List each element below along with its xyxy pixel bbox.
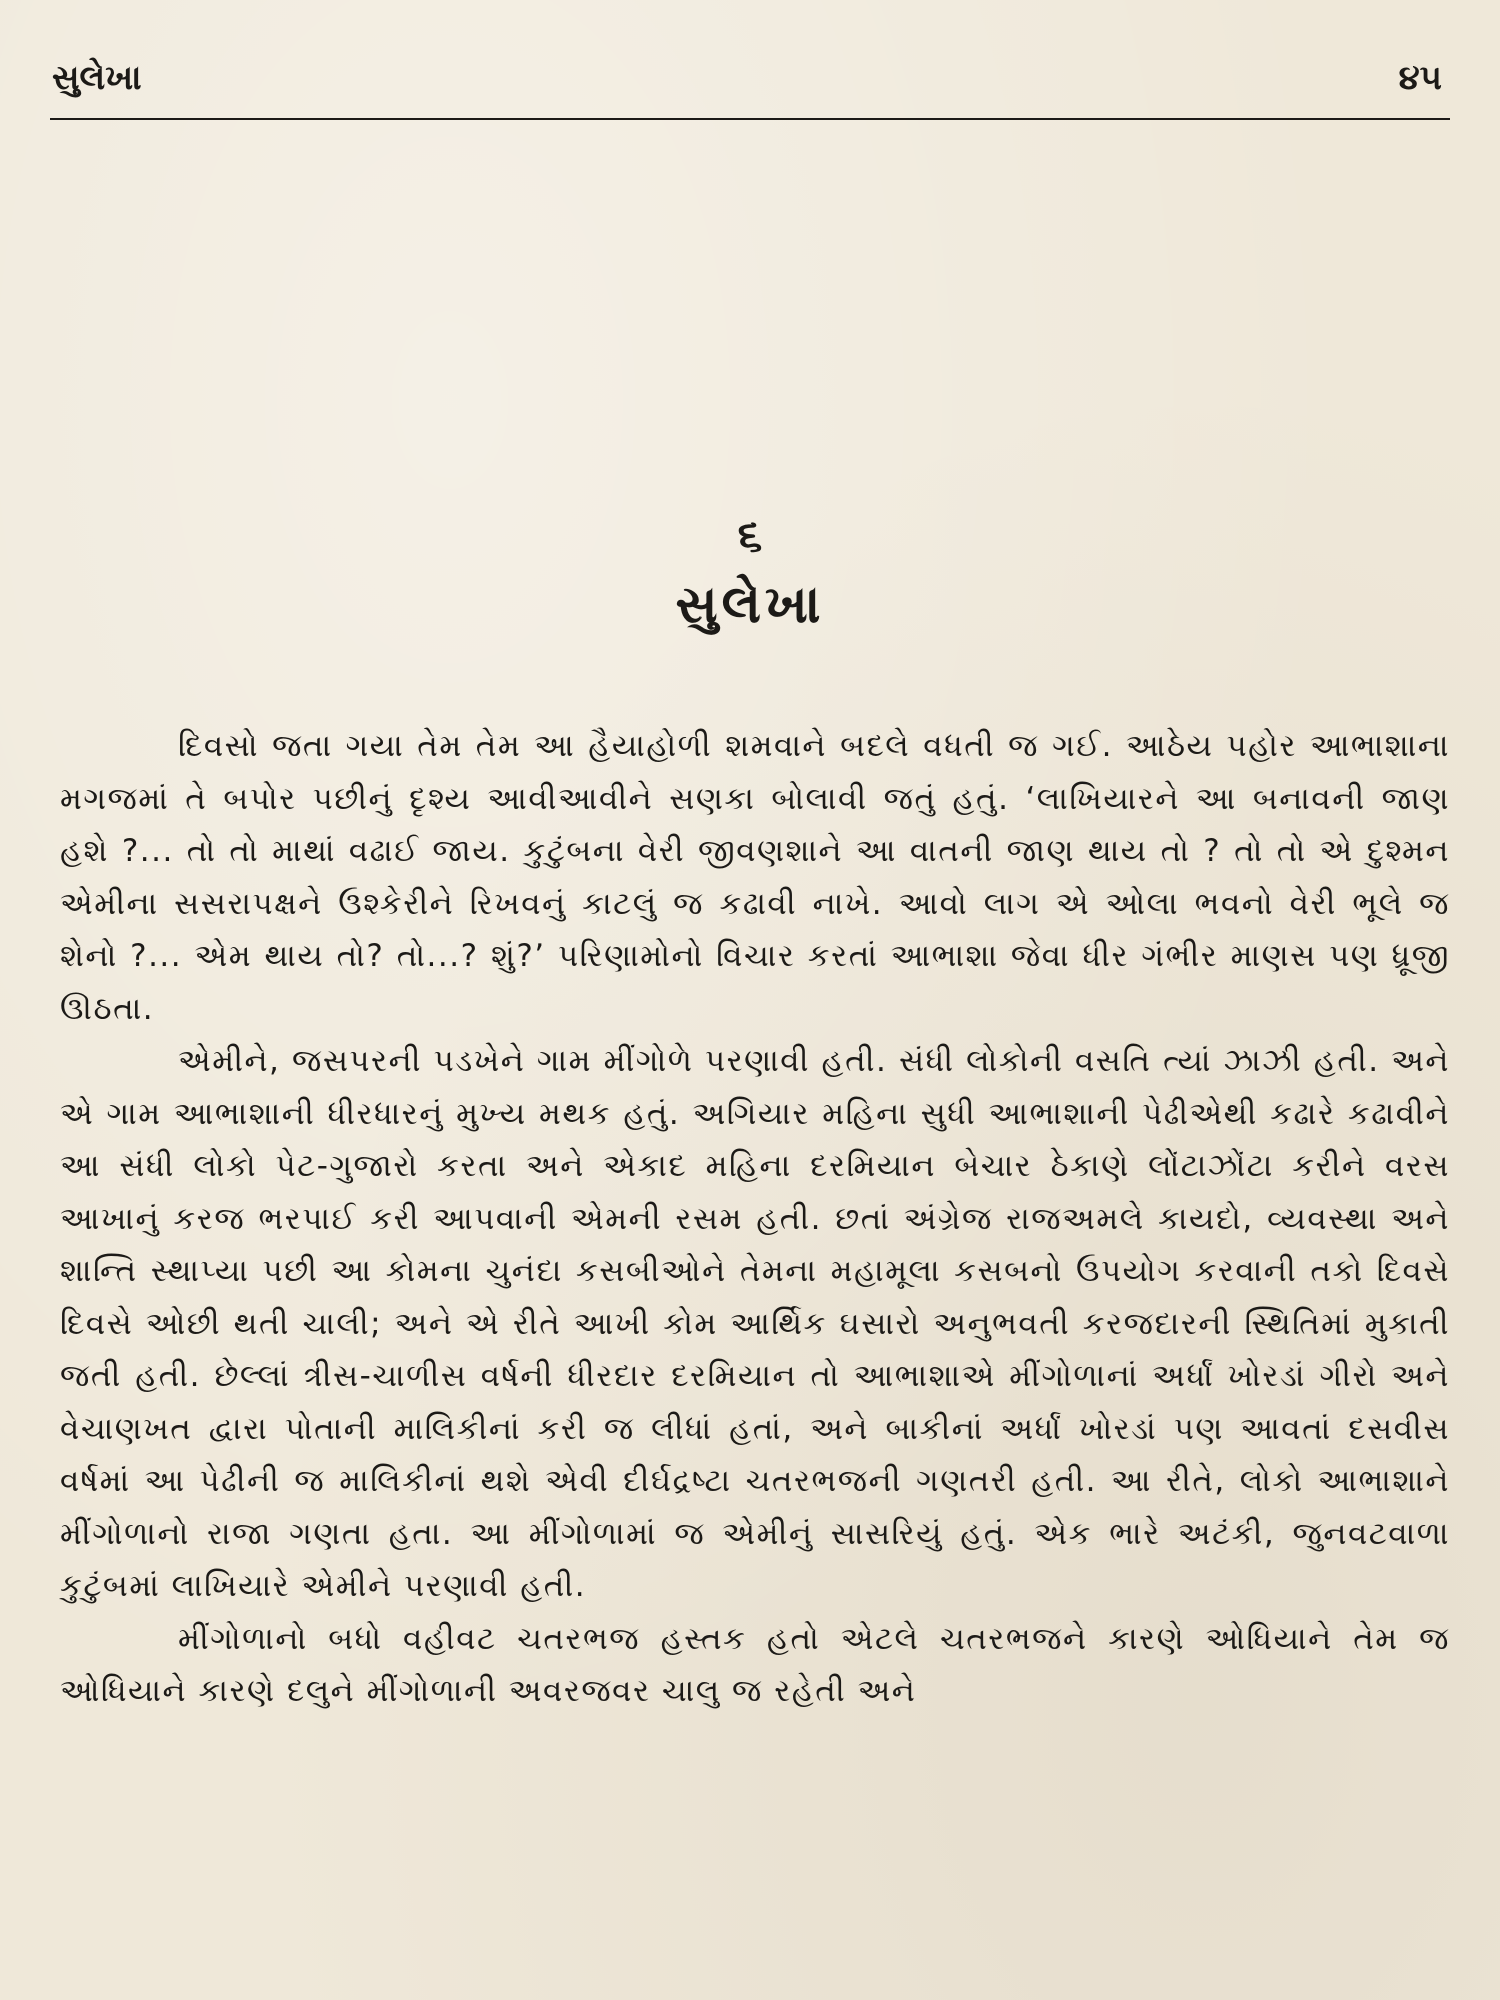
chapter-title: સુલેખા bbox=[675, 575, 825, 635]
paragraph: દિવસો જતા ગયા તેમ તેમ આ હૈયાહોળી શમવાને બદલે વધતી જ ગઈ. આઠેય પહોર આભાશાના મગજમાં તે બપોર પછીનું દૃશ્ય આવીઆવીને સણકા બોલાવી જતું હતું. ‘લાખિયારને આ બનાવની જાણ હશે ?... તો તો માથાં વઢાઈ જાય. કુટુંબના વેરી જીવણશાને આ વાતની જાણ થાય તો ? તો તો એ દુશ્મન એમીના સસરાપક્ષને ઉશ્કેરીને રિખવનું કાટલું જ કઢાવી નાખે. આવો લાગ એ ઓલા ભવનો વેરી ભૂલે જ શેનો ?... એમ થાય તો? તો...? શું?’ પરિણામોનો વિચાર કરતાં આભાશા જેવા ધીર ગંભીર માણસ પણ ધ્રૂજી ઊઠતા. bbox=[60, 728, 1450, 1027]
running-title: સુલેખા bbox=[52, 58, 142, 98]
chapter-number: ૬ bbox=[737, 510, 763, 561]
body-text bbox=[60, 720, 1450, 1718]
running-header bbox=[50, 52, 1450, 120]
page-number: ૪૫ bbox=[1398, 58, 1442, 98]
paragraph: મીંગોળાનો બધો વહીવટ ચતરભજ હસ્તક હતો એટલે ચતરભજને કારણે ઓધિયાને તેમ જ ઓધિયાને કારણે દલુને મીંગોળાની અવરજવર ચાલુ જ રહેતી અને bbox=[60, 1620, 1450, 1709]
paragraph: એમીને, જસપરની પડખેને ગામ મીંગોળે પરણાવી હતી. સંધી લોકોની વસતિ ત્યાં ઝાઝી હતી. અને એ ગામ આભાશાની ધીરધારનું મુખ્ય મથક હતું. અગિયાર મહિના સુધી આભાશાની પેઢીએથી કઢારે કઢાવીને આ સંધી લોકો પેટ-ગુજારો કરતા અને એકાદ મહિના દરમિયાન બેચાર ઠેકાણે લોંટાઝોંટા કરીને વરસ આખાનું કરજ ભરપાઈ કરી આપવાની એમની રસમ હતી. છતાં અંગ્રેજ રાજઅમલે કાયદો, વ્યવસ્થા અને શાન્તિ સ્થાપ્યા પછી આ કોમના ચુનંદા કસબીઓને તેમના મહામૂલા કસબનો ઉપયોગ કરવાની તકો દિવસે દિવસે ઓછી થતી ચાલી; અને એ રીતે આખી કોમ આર્થિક ઘસારો અનુભવતી કરજદારની સ્થિતિમાં મુકાતી જતી હતી. છેલ્લાં ત્રીસ-ચાળીસ વર્ષની ધીરદાર દરમિયાન તો આભાશાએ મીંગોળાનાં અર્ધાં ખોરડાં ગીરો અને વેચાણખત દ્વારા પોતાની માલિકીનાં કરી જ લીધાં હતાં, અને બાકીનાં અર્ધાં ખોરડાં પણ આવતાં દસવીસ વર્ષમાં આ પેઢીની જ માલિકીનાં થશે એવી દીર્ઘદ્રષ્ટા ચતરભજની ગણતરી હતી. આ રીતે, લોકો આભાશાને મીંગોળાનો રાજા ગણતા હતા. આ મીંગોળામાં જ એમીનું સાસરિયું હતું. એક ભારે અટંકી, જુનવટવાળા કુટુંબમાં લાખિયારે એમીને પરણાવી હતી. bbox=[60, 1043, 1450, 1604]
